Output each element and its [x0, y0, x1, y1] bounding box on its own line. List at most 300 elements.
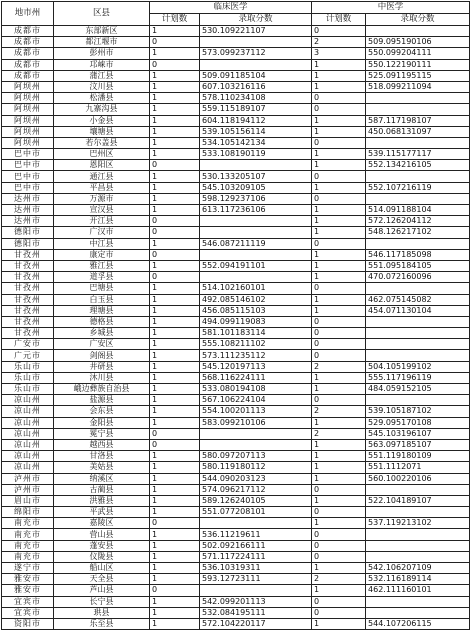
cell-clinical-plan: 1 [150, 596, 200, 607]
cell-clinical-score [200, 249, 312, 260]
cell-clinical-plan: 1 [150, 551, 200, 562]
cell-tcm-plan: 1 [312, 294, 366, 305]
table-row [2, 294, 470, 305]
table-row [2, 305, 470, 316]
cell-tcm-plan: 1 [312, 227, 366, 238]
cell-clinical-plan: 1 [150, 540, 200, 551]
cell-tcm-score: 551.119180109 [366, 451, 470, 462]
cell-clinical-plan: 1 [150, 48, 200, 59]
cell-county: 沐川县 [54, 372, 150, 383]
cell-county: 巴塘县 [54, 283, 150, 294]
cell-county: 东部新区 [54, 26, 150, 37]
cell-tcm-plan: 1 [312, 495, 366, 506]
cell-clinical-plan: 1 [150, 81, 200, 92]
table-row [2, 563, 470, 574]
header-row-top [2, 2, 470, 14]
cell-clinical-score: 456.085115103 [200, 305, 312, 316]
table-row [2, 484, 470, 495]
cell-clinical-score: 533.108190119 [200, 149, 312, 160]
cell-city: 甘孜州 [2, 305, 54, 316]
cell-clinical-score: 536.11219611 [200, 529, 312, 540]
table-row [2, 451, 470, 462]
cell-clinical-plan: 1 [150, 462, 200, 473]
cell-clinical-plan: 1 [150, 238, 200, 249]
cell-tcm-plan: 1 [312, 518, 366, 529]
cell-tcm-plan: 0 [312, 238, 366, 249]
cell-tcm-plan: 0 [312, 607, 366, 618]
cell-county: 理塘县 [54, 305, 150, 316]
cell-county: 芦山县 [54, 585, 150, 596]
cell-tcm-score: 525.091195115 [366, 70, 470, 81]
table-row [2, 272, 470, 283]
cell-clinical-score: 574.096217112 [200, 484, 312, 495]
cell-tcm-score [366, 540, 470, 551]
cell-tcm-plan: 1 [312, 249, 366, 260]
cell-clinical-score: 534.105142134 [200, 137, 312, 148]
cell-clinical-score: 578.110234108 [200, 93, 312, 104]
cell-tcm-plan: 1 [312, 160, 366, 171]
cell-city: 乐山市 [2, 372, 54, 383]
cell-clinical-score [200, 428, 312, 439]
cell-tcm-score: 552.107216119 [366, 182, 470, 193]
cell-tcm-plan: 0 [312, 540, 366, 551]
cell-clinical-plan: 1 [150, 205, 200, 216]
cell-county: 广安区 [54, 339, 150, 350]
cell-county: 天全县 [54, 574, 150, 585]
cell-clinical-plan: 1 [150, 137, 200, 148]
cell-county: 嘉陵区 [54, 518, 150, 529]
cell-clinical-plan: 1 [150, 484, 200, 495]
cell-county: 乡城县 [54, 328, 150, 339]
table-row [2, 205, 470, 216]
cell-tcm-plan: 1 [312, 70, 366, 81]
cell-tcm-score: 509.095190106 [366, 37, 470, 48]
cell-clinical-plan: 0 [150, 160, 200, 171]
table-row [2, 115, 470, 126]
header-tcm-plan: 计划数 [312, 14, 366, 26]
header-clinical: 临床医学 [150, 2, 312, 14]
cell-clinical-plan: 0 [150, 59, 200, 70]
cell-county: 白玉县 [54, 294, 150, 305]
cell-county: 营山县 [54, 529, 150, 540]
cell-city: 阿坝州 [2, 81, 54, 92]
cell-clinical-score: 494.099119083 [200, 316, 312, 327]
cell-city: 雅安市 [2, 574, 54, 585]
cell-city: 成都市 [2, 37, 54, 48]
cell-county: 甘洛县 [54, 451, 150, 462]
cell-clinical-plan: 1 [150, 26, 200, 37]
cell-clinical-score: 598.129237106 [200, 193, 312, 204]
cell-city: 成都市 [2, 26, 54, 37]
header-clinical-plan: 计划数 [150, 14, 200, 26]
cell-clinical-plan: 0 [150, 439, 200, 450]
cell-tcm-plan: 2 [312, 37, 366, 48]
cell-clinical-score: 530.133205107 [200, 171, 312, 182]
cell-county: 蓬安县 [54, 540, 150, 551]
cell-city: 遂宁市 [2, 563, 54, 574]
cell-county: 巴州区 [54, 149, 150, 160]
cell-clinical-score: 573.099237112 [200, 48, 312, 59]
cell-county: 美姑县 [54, 462, 150, 473]
cell-tcm-score [366, 193, 470, 204]
cell-city: 成都市 [2, 70, 54, 81]
cell-county: 井研县 [54, 361, 150, 372]
table-row [2, 395, 470, 406]
cell-city: 达州市 [2, 193, 54, 204]
cell-clinical-plan: 1 [150, 473, 200, 484]
cell-clinical-plan: 1 [150, 417, 200, 428]
cell-county: 彭州市 [54, 48, 150, 59]
cell-city: 凉山州 [2, 439, 54, 450]
cell-tcm-score: 552.134216105 [366, 160, 470, 171]
cell-clinical-plan: 1 [150, 395, 200, 406]
cell-clinical-score [200, 59, 312, 70]
cell-clinical-score: 572.104220117 [200, 618, 312, 629]
table-row [2, 339, 470, 350]
cell-tcm-plan: 1 [312, 126, 366, 137]
cell-clinical-plan: 0 [150, 216, 200, 227]
table-row [2, 529, 470, 540]
cell-clinical-score: 593.12723111 [200, 574, 312, 585]
cell-tcm-score: 551.1112071 [366, 462, 470, 473]
cell-tcm-score [366, 507, 470, 518]
cell-tcm-plan: 0 [312, 283, 366, 294]
cell-tcm-score [366, 551, 470, 562]
cell-city: 阿坝州 [2, 104, 54, 115]
table-row [2, 607, 470, 618]
table-row [2, 59, 470, 70]
cell-clinical-plan: 1 [150, 328, 200, 339]
cell-tcm-score: 542.106207109 [366, 563, 470, 574]
cell-city: 甘孜州 [2, 294, 54, 305]
cell-clinical-plan: 1 [150, 529, 200, 540]
cell-tcm-plan: 1 [312, 473, 366, 484]
cell-clinical-score: 546.087211119 [200, 238, 312, 249]
cell-county: 通江县 [54, 171, 150, 182]
cell-clinical-score: 581.101183114 [200, 328, 312, 339]
cell-city: 宜宾市 [2, 596, 54, 607]
cell-tcm-score [366, 104, 470, 115]
cell-city: 雅安市 [2, 585, 54, 596]
cell-clinical-score: 571.117224111 [200, 551, 312, 562]
cell-tcm-plan: 1 [312, 115, 366, 126]
cell-clinical-plan: 1 [150, 618, 200, 629]
cell-clinical-score: 573.111235112 [200, 350, 312, 361]
table-row [2, 260, 470, 271]
cell-county: 金阳县 [54, 417, 150, 428]
cell-clinical-score: 509.091185104 [200, 70, 312, 81]
cell-city: 眉山市 [2, 495, 54, 506]
table-row [2, 328, 470, 339]
cell-tcm-plan: 1 [312, 372, 366, 383]
cell-clinical-score [200, 37, 312, 48]
cell-tcm-score: 504.105199102 [366, 361, 470, 372]
cell-county: 纳溪区 [54, 473, 150, 484]
cell-county: 仪陇县 [54, 551, 150, 562]
cell-tcm-plan: 0 [312, 137, 366, 148]
cell-tcm-score [366, 529, 470, 540]
table-row [2, 473, 470, 484]
table-row [2, 540, 470, 551]
table-row [2, 48, 470, 59]
table-row [2, 384, 470, 395]
cell-tcm-score: 462.111160101 [366, 585, 470, 596]
cell-county: 汶川县 [54, 81, 150, 92]
cell-tcm-score: 551.095184105 [366, 260, 470, 271]
cell-county: 雅江县 [54, 260, 150, 271]
cell-tcm-plan: 1 [312, 81, 366, 92]
cell-clinical-score: 502.092166111 [200, 540, 312, 551]
table-row [2, 26, 470, 37]
cell-city: 阿坝州 [2, 115, 54, 126]
cell-clinical-score: 552.094191101 [200, 260, 312, 271]
table-row [2, 104, 470, 115]
cell-clinical-score: 568.116224111 [200, 372, 312, 383]
cell-tcm-plan: 1 [312, 384, 366, 395]
cell-tcm-score [366, 484, 470, 495]
cell-tcm-score [366, 171, 470, 182]
cell-clinical-plan: 1 [150, 193, 200, 204]
cell-city: 乐山市 [2, 384, 54, 395]
cell-clinical-plan: 0 [150, 518, 200, 529]
cell-tcm-score: 587.117198107 [366, 115, 470, 126]
cell-tcm-plan: 0 [312, 26, 366, 37]
cell-city: 南充市 [2, 518, 54, 529]
table-row [2, 417, 470, 428]
cell-tcm-score: 539.105187102 [366, 406, 470, 417]
cell-county: 万源市 [54, 193, 150, 204]
cell-clinical-score: 544.090203123 [200, 473, 312, 484]
cell-tcm-plan: 0 [312, 529, 366, 540]
cell-clinical-score: 532.084195111 [200, 607, 312, 618]
cell-clinical-plan: 1 [150, 104, 200, 115]
cell-clinical-score: 555.108211102 [200, 339, 312, 350]
table-row [2, 596, 470, 607]
cell-county: 都江堰市 [54, 37, 150, 48]
cell-county: 道孚县 [54, 272, 150, 283]
table-row [2, 551, 470, 562]
cell-county: 峨边彝族自治县 [54, 384, 150, 395]
cell-city: 德阳市 [2, 227, 54, 238]
cell-county: 洪雅县 [54, 495, 150, 506]
cell-city: 凉山州 [2, 428, 54, 439]
cell-city: 巴中市 [2, 182, 54, 193]
cell-clinical-plan: 1 [150, 361, 200, 372]
cell-clinical-score: 580.097207113 [200, 451, 312, 462]
cell-clinical-plan: 1 [150, 563, 200, 574]
cell-tcm-score: 546.117185098 [366, 249, 470, 260]
table-row [2, 518, 470, 529]
cell-tcm-plan: 3 [312, 48, 366, 59]
cell-clinical-plan: 1 [150, 451, 200, 462]
table-row [2, 316, 470, 327]
cell-tcm-plan: 2 [312, 406, 366, 417]
cell-clinical-score: 613.117236106 [200, 205, 312, 216]
cell-tcm-score: 544.107206115 [366, 618, 470, 629]
cell-tcm-score: 454.071130104 [366, 305, 470, 316]
cell-tcm-score: 532.116189114 [366, 574, 470, 585]
cell-tcm-plan: 1 [312, 182, 366, 193]
cell-county: 宣汉县 [54, 205, 150, 216]
cell-tcm-score: 555.117196119 [366, 372, 470, 383]
cell-clinical-plan: 1 [150, 182, 200, 193]
cell-tcm-score [366, 350, 470, 361]
cell-clinical-plan: 1 [150, 260, 200, 271]
table-row [2, 216, 470, 227]
cell-tcm-plan: 1 [312, 618, 366, 629]
cell-tcm-score: 545.103196107 [366, 428, 470, 439]
cell-tcm-plan: 0 [312, 484, 366, 495]
table-row [2, 283, 470, 294]
cell-tcm-score: 537.119213102 [366, 518, 470, 529]
table-row [2, 193, 470, 204]
cell-tcm-plan: 2 [312, 428, 366, 439]
table-row [2, 37, 470, 48]
cell-county: 德格县 [54, 316, 150, 327]
cell-tcm-plan: 1 [312, 205, 366, 216]
cell-clinical-plan: 1 [150, 574, 200, 585]
cell-tcm-score: 529.095170108 [366, 417, 470, 428]
cell-city: 巴中市 [2, 171, 54, 182]
cell-tcm-plan: 0 [312, 507, 366, 518]
cell-clinical-score: 604.118194112 [200, 115, 312, 126]
cell-tcm-plan: 1 [312, 59, 366, 70]
cell-county: 九寨沟县 [54, 104, 150, 115]
cell-city: 广安市 [2, 339, 54, 350]
cell-county: 中江县 [54, 238, 150, 249]
cell-city: 甘孜州 [2, 328, 54, 339]
cell-county: 广汉市 [54, 227, 150, 238]
cell-tcm-score [366, 339, 470, 350]
table-row [2, 160, 470, 171]
cell-city: 甘孜州 [2, 260, 54, 271]
cell-clinical-plan: 1 [150, 305, 200, 316]
cell-tcm-score [366, 238, 470, 249]
cell-tcm-score: 550.122190111 [366, 59, 470, 70]
cell-clinical-plan: 1 [150, 283, 200, 294]
cell-clinical-plan: 1 [150, 93, 200, 104]
header-county: 区县 [54, 2, 150, 26]
cell-clinical-score [200, 227, 312, 238]
cell-clinical-plan: 1 [150, 495, 200, 506]
cell-county: 盐源县 [54, 395, 150, 406]
cell-city: 泸州市 [2, 484, 54, 495]
cell-county: 冕宁县 [54, 428, 150, 439]
table-row [2, 126, 470, 137]
cell-tcm-score: 572.126204112 [366, 216, 470, 227]
cell-clinical-score: 533.080194108 [200, 384, 312, 395]
cell-clinical-score [200, 518, 312, 529]
table-row [2, 70, 470, 81]
table-row [2, 507, 470, 518]
table-row [2, 585, 470, 596]
header-tcm: 中医学 [312, 2, 470, 14]
cell-clinical-plan: 0 [150, 227, 200, 238]
cell-tcm-score: 518.099211094 [366, 81, 470, 92]
cell-tcm-plan: 0 [312, 339, 366, 350]
cell-clinical-plan: 0 [150, 585, 200, 596]
cell-county: 珙县 [54, 607, 150, 618]
cell-tcm-score: 539.115177117 [366, 149, 470, 160]
cell-county: 若尔盖县 [54, 137, 150, 148]
cell-city: 凉山州 [2, 462, 54, 473]
cell-county: 恩阳区 [54, 160, 150, 171]
cell-clinical-plan: 1 [150, 171, 200, 182]
cell-clinical-score: 589.126240105 [200, 495, 312, 506]
admission-score-table [1, 1, 470, 630]
cell-city: 巴中市 [2, 160, 54, 171]
cell-tcm-plan: 1 [312, 563, 366, 574]
cell-tcm-score [366, 607, 470, 618]
cell-city: 阿坝州 [2, 137, 54, 148]
cell-tcm-score [366, 283, 470, 294]
cell-tcm-score: 560.100220106 [366, 473, 470, 484]
cell-city: 绵阳市 [2, 507, 54, 518]
cell-tcm-score [366, 137, 470, 148]
cell-clinical-plan: 1 [150, 149, 200, 160]
table-row [2, 249, 470, 260]
table-row [2, 462, 470, 473]
cell-city: 南充市 [2, 529, 54, 540]
table-body [2, 26, 470, 630]
cell-city: 达州市 [2, 216, 54, 227]
cell-clinical-score: 530.109221107 [200, 26, 312, 37]
cell-clinical-score: 559.115189107 [200, 104, 312, 115]
cell-city: 凉山州 [2, 417, 54, 428]
cell-clinical-plan: 1 [150, 294, 200, 305]
cell-clinical-score: 554.100201113 [200, 406, 312, 417]
cell-tcm-score: 450.068131097 [366, 126, 470, 137]
cell-clinical-score: 551.077208101 [200, 507, 312, 518]
cell-tcm-score [366, 93, 470, 104]
cell-tcm-plan: 1 [312, 417, 366, 428]
cell-clinical-score: 580.119180112 [200, 462, 312, 473]
table-row [2, 361, 470, 372]
cell-clinical-score: 542.099201113 [200, 596, 312, 607]
cell-tcm-plan: 1 [312, 260, 366, 271]
cell-county: 长宁县 [54, 596, 150, 607]
cell-clinical-score: 536.10319311 [200, 563, 312, 574]
cell-county: 壤塘县 [54, 126, 150, 137]
cell-city: 阿坝州 [2, 93, 54, 104]
cell-tcm-score: 514.091188104 [366, 205, 470, 216]
cell-city: 乐山市 [2, 361, 54, 372]
cell-clinical-plan: 1 [150, 115, 200, 126]
cell-tcm-plan: 1 [312, 462, 366, 473]
cell-clinical-plan: 1 [150, 607, 200, 618]
table-row [2, 227, 470, 238]
cell-clinical-plan: 1 [150, 339, 200, 350]
table-row [2, 439, 470, 450]
cell-tcm-plan: 1 [312, 585, 366, 596]
cell-city: 广元市 [2, 350, 54, 361]
cell-tcm-score: 548.126217102 [366, 227, 470, 238]
cell-tcm-plan: 0 [312, 551, 366, 562]
table-row [2, 171, 470, 182]
cell-city: 成都市 [2, 48, 54, 59]
cell-tcm-plan: 0 [312, 93, 366, 104]
cell-city: 达州市 [2, 205, 54, 216]
cell-tcm-plan: 0 [312, 596, 366, 607]
table-row [2, 495, 470, 506]
cell-county: 小金县 [54, 115, 150, 126]
cell-city: 甘孜州 [2, 283, 54, 294]
cell-clinical-plan: 1 [150, 507, 200, 518]
cell-tcm-score: 550.099204111 [366, 48, 470, 59]
cell-clinical-score: 545.103209105 [200, 182, 312, 193]
table-row [2, 574, 470, 585]
cell-county: 古蔺县 [54, 484, 150, 495]
